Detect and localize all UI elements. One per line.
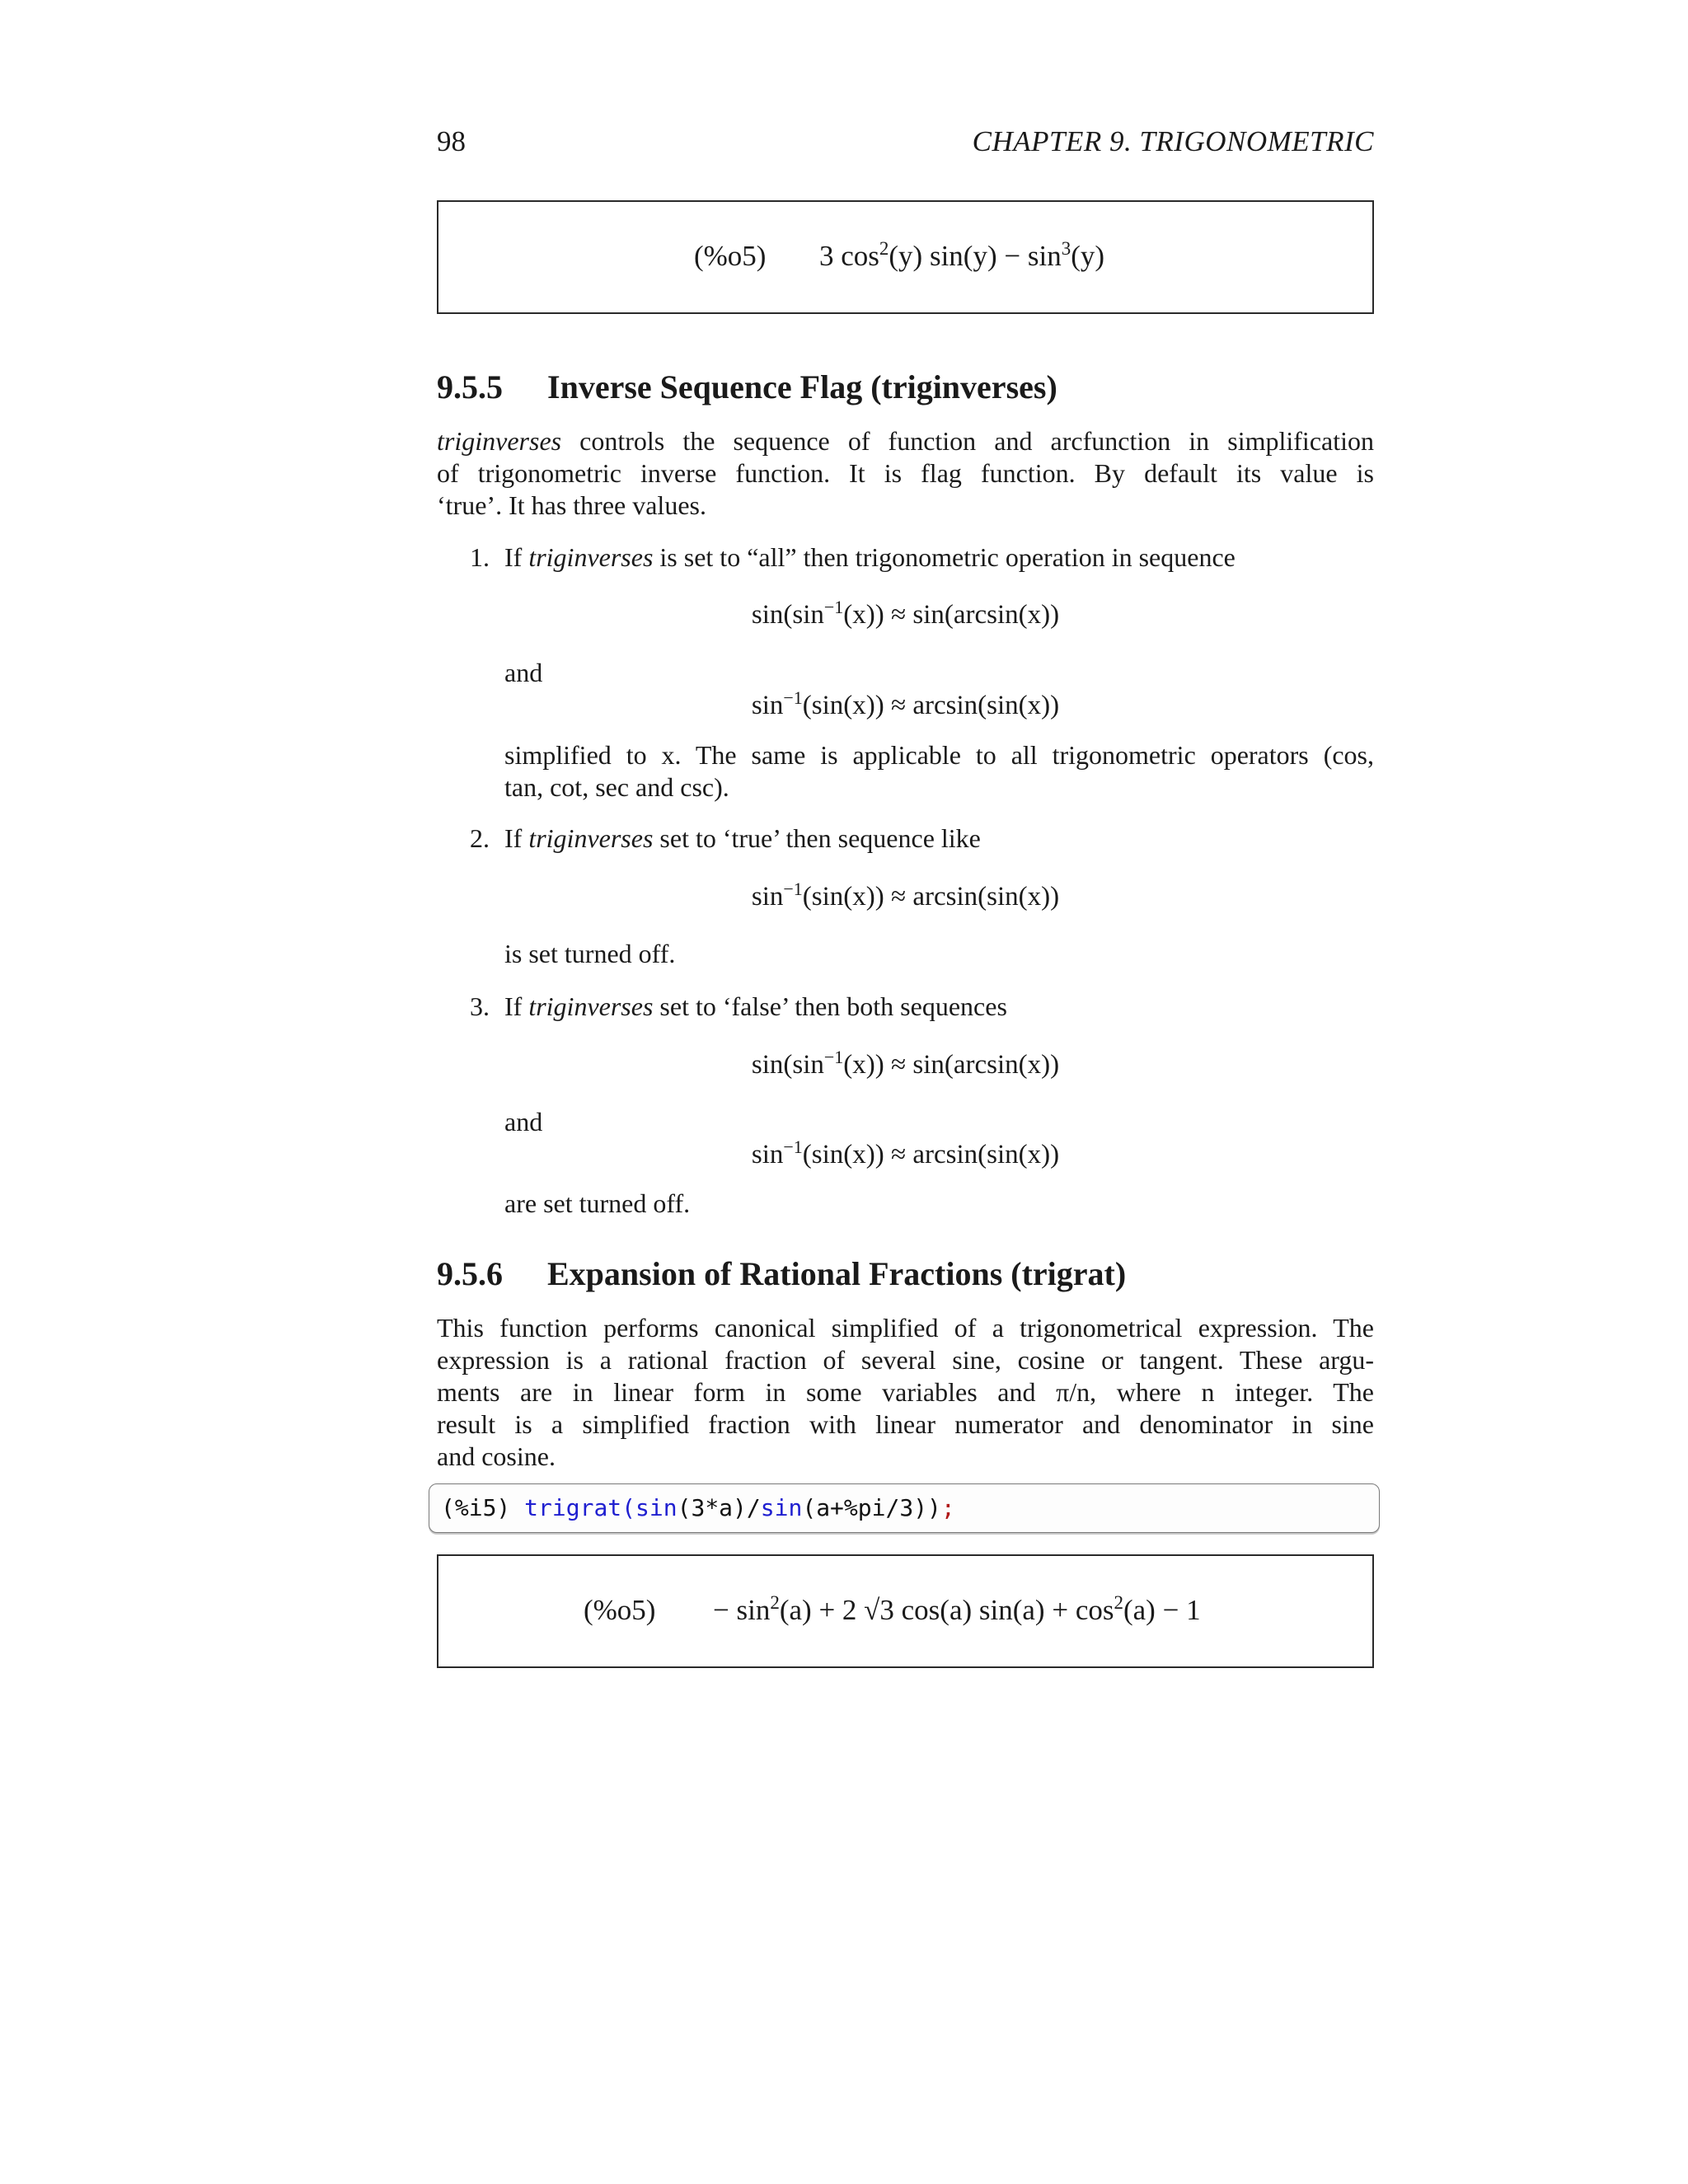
item-after-text: are set turned off. xyxy=(504,1188,691,1218)
output-expression: 3 $\cos^2(y) \sin(y) - \sin^3(y)$ xyxy=(819,238,1105,272)
body-line-5: and cosine. xyxy=(437,1441,556,1471)
item-after-text: is set turned off. xyxy=(504,939,676,968)
item-after-line-1: simplified to x. The same is applicable to all trigonometric operators (cos, xyxy=(504,740,1374,770)
list-item-text: If triginverses is set to “all” then trigonometric operation in sequence xyxy=(504,542,1236,572)
body-line-2: expression is a rational fraction of several sine, cosine or tangent. These argu- xyxy=(437,1345,1374,1375)
body-line-1: This function performs canonical simplified of a trigonometrical expression. The xyxy=(437,1313,1374,1343)
section-title: Inverse Sequence Flag (triginverses) xyxy=(547,368,1057,405)
output-label: (%o5) xyxy=(584,1594,656,1626)
equation: $\sin^{-1}(\sin(x)) \approx \arcsin(\sin(x))$ xyxy=(751,1137,1060,1169)
connector-text: and xyxy=(504,658,543,687)
section-number: 9.5.6 xyxy=(437,1255,503,1292)
list-item-number: 1. xyxy=(470,542,490,572)
output-expression: − $\sin^2(a) + 2$ √3 cos(a) $\sin(a) + \cos^2(a) - 1$ xyxy=(713,1592,1201,1626)
list-item-text: If triginverses set to ‘false’ then both sequences xyxy=(504,991,1007,1021)
output-label: (%o5) xyxy=(694,240,767,272)
document-page xyxy=(437,0,1374,2184)
item-after-line-2: tan, cot, sec and csc). xyxy=(504,772,729,802)
list-item-number: 2. xyxy=(470,823,490,853)
code-input-text: (%i5) trigrat(sin(3*a)/sin(a+%pi/3)); xyxy=(441,1494,955,1521)
equation: $\sin(\sin^{-1}(x)) \approx \sin(\arcsin(x))$ xyxy=(751,1047,1060,1080)
output-box-bottom xyxy=(437,1554,1374,1668)
section-heading-955 xyxy=(437,368,1057,406)
chapter-title: CHAPTER 9. TRIGONOMETRIC xyxy=(972,125,1374,157)
list-item-text: If triginverses set to ‘true’ then sequence like xyxy=(504,823,981,853)
section-heading-956 xyxy=(437,1255,1126,1293)
equation: $\sin(\sin^{-1}(x)) \approx \sin(\arcsin(x))$ xyxy=(751,597,1060,630)
code-input-cell[interactable] xyxy=(429,1483,1380,1533)
list-item-number: 3. xyxy=(470,991,490,1021)
intro-line-3: ‘true’. It has three values. xyxy=(437,490,706,520)
section-title: Expansion of Rational Fractions (trigrat) xyxy=(547,1255,1127,1292)
connector-text: and xyxy=(504,1107,543,1137)
intro-line-1: triginverses controls the sequence of function and arcfunction in simplification xyxy=(437,426,1374,456)
equation: $\sin^{-1}(\sin(x)) \approx \arcsin(\sin(x))$ xyxy=(751,687,1060,720)
body-line-4: result is a simplified fraction with linear numerator and denominator in sine xyxy=(437,1409,1374,1439)
page-number: 98 xyxy=(437,125,466,157)
section-number: 9.5.5 xyxy=(437,368,503,405)
output-box-top xyxy=(437,200,1374,314)
intro-line-2: of trigonometric inverse function. It is flag function. By default its value is xyxy=(437,458,1374,488)
equation: $\sin^{-1}(\sin(x)) \approx \arcsin(\sin(x))$ xyxy=(751,879,1060,912)
body-line-3: ments are in linear form in some variables and π/n, where n integer. The xyxy=(437,1377,1374,1407)
